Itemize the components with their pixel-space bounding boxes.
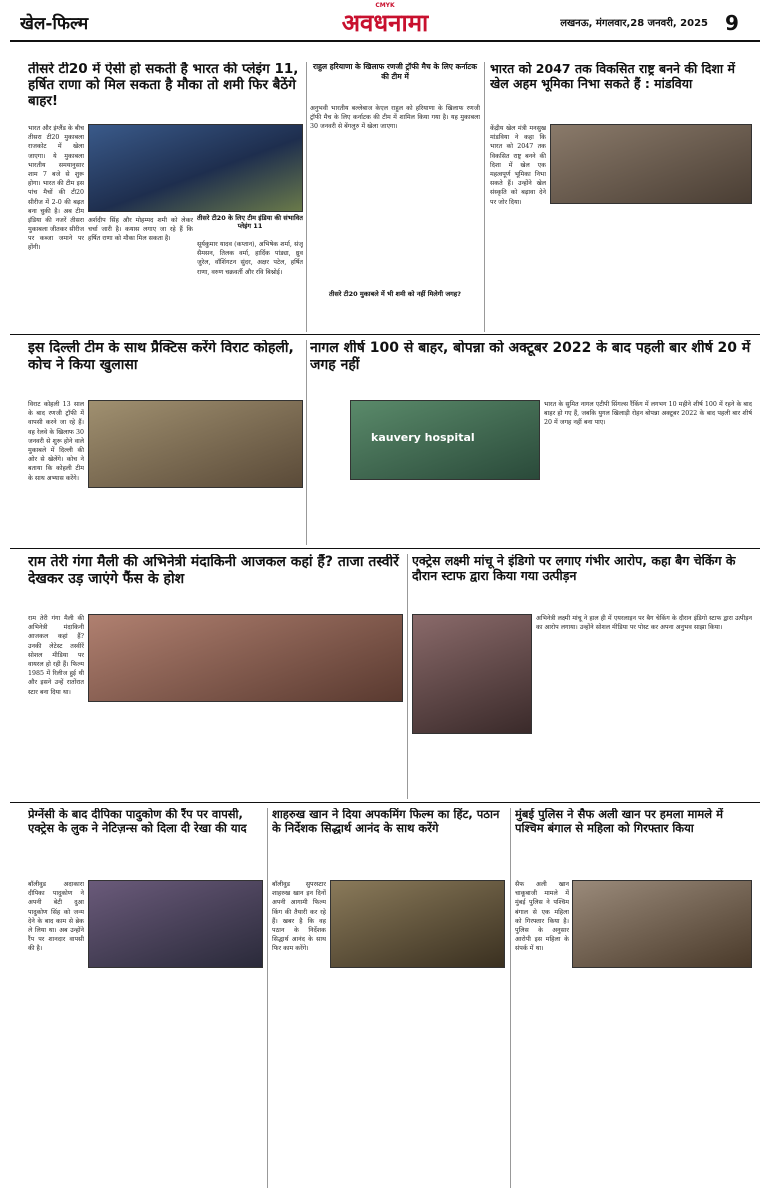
section-label: खेल-फिल्म: [20, 14, 89, 34]
col-divider-3: [306, 340, 307, 545]
col-divider-6: [510, 808, 511, 1188]
col-divider-2: [484, 62, 485, 332]
col-divider-1: [306, 62, 307, 332]
story2-body: अनुभवी भारतीय बल्लेबाज केएल राहुल को हरियाणा के खिलाफ रणजी ट्रॉफी मैच के लिए कर्नाटक की टीम में शामिल किया गया है। यह मुकाबला 30 जनवरी से बेंगलुरु में खेला जाएगा।: [310, 105, 480, 131]
story10-photo: [572, 880, 752, 968]
section-rule-2: [10, 548, 760, 549]
story9-photo: [330, 880, 505, 968]
dateline: लखनऊ, मंगलवार,28 जनवरी, 2025: [560, 18, 708, 29]
story6-photo: [88, 614, 403, 702]
story1-subhead-1: तीसरे टी20 मुकाबले में भी शमी को नहीं मिलेगी जगह?: [328, 290, 462, 298]
story5-photo: [350, 400, 540, 480]
story1-headline: तीसरे टी20 में ऐसी हो सकती है भारत की प्लेइंग 11, हर्षित राणा को मिल सकता है मौका तो शमी फिर बैठेंगे बाहर!: [28, 62, 299, 109]
story1-body-b: अर्शदीप सिंह और मोहम्मद शमी को लेकर चर्चा जारी है। कयास लगाए जा रहे हैं कि हर्षित राणा को मौका मिल सकता है।: [88, 217, 193, 243]
story1-body-a: भारत और इंग्लैंड के बीच तीसरा टी20 मुकाबला राजकोट में खेला जाएगा। ये मुकाबला भारतीय समयानुसार शाम 7 बजे से शुरू होगा। भारत की टीम इस पांच मैचों की टी20 सीरीज में 2-0 की बढ़त बना चुकी है। अब टीम इंडिया की नजरें तीसरा मुकाबला जीतकर सीरीज पर कब्जा जमाने पर होंगी।: [28, 125, 84, 252]
story8-body: बॉलीवुड अदाकारा दीपिका पादुकोण ने अपनी बेटी दुआ पादुकोण सिंह को जन्म देने के बाद काम से ब्रेक ले लिया था। अब उन्होंने रैंप पर शानदार वापसी की है।: [28, 881, 84, 953]
story4-headline: इस दिल्ली टीम के साथ प्रैक्टिस करेंगे विराट कोहली, कोच ने किया खुलासा: [28, 340, 294, 373]
story6-body: राम तेरी गंगा मैली की अभिनेत्री मंदाकिनी आजकल कहां हैं? उनकी लेटेस्ट तस्वीरें सोशल मीडिया पर वायरल हो रही हैं। फिल्म 1985 में रिलीज हुई थी और इसने उन्हें रातोंरात स्टार बना दिया था।: [28, 615, 84, 696]
story4-body: विराट कोहली 13 साल के बाद रणजी ट्रॉफी में वापसी करने जा रहे हैं। वह रेलवे के खिलाफ 30 जनवरी से शुरू होने वाले मुकाबले में दिल्ली की ओर से खेलेंगे। कोच ने बताया कि कोहली टीम के साथ अभ्यास करेंगे।: [28, 401, 84, 482]
story5-photo-banner: kauvery hospital: [371, 431, 475, 444]
story8-headline: प्रेग्नेंसी के बाद दीपिका पादुकोण की रैंप पर वापसी, एक्ट्रेस के लुक ने नेटिज़न्स को दिला दी रेखा की याद: [28, 808, 247, 835]
story1-body-c: सूर्यकुमार यादव (कप्तान), अभिषेक शर्मा, संजू सैमसन, तिलक वर्मा, हार्दिक पांड्या, ध्रुव जुरेल, वॉशिंगटन सुंदर, अक्षर पटेल, हर्षित राणा, वरुण चक्रवर्ती और रवि बिश्नोई।: [197, 241, 303, 276]
story7-body: अभिनेत्री लक्ष्मी मांचू ने हाल ही में एयरलाइन पर बैग चेकिंग के दौरान इंडिगो स्टाफ द्वारा उत्पीड़न का आरोप लगाया। उन्होंने सोशल मीडिया पर पोस्ट कर अपना अनुभव साझा किया।: [536, 615, 752, 632]
story7-photo: [412, 614, 532, 734]
story5-body: भारत के सुमित नागल एटीपी सिंगल्स रैंकिंग में लगभग 10 महीने शीर्ष 100 में रहने के बाद बाहर हो गए हैं, जबकि युगल खिलाड़ी रोहन बोपन्ना अक्टूबर 2022 के बाद पहली बार शीर्ष 20 में जगह नहीं बना पाए।: [544, 401, 752, 427]
logo-text: अवधनामा: [341, 9, 429, 37]
story9-headline: शाहरुख खान ने दिया अपकमिंग फिल्म का हिंट, पठान के निर्देशक सिद्धार्थ आनंद के साथ करेंगे: [272, 808, 500, 835]
story7-headline: एक्ट्रेस लक्ष्मी मांचू ने इंडिगो पर लगाए गंभीर आरोप, कहा बैग चेकिंग के दौरान स्टाफ द्वारा किया गया उत्पीड़न: [412, 554, 736, 583]
col-divider-5: [267, 808, 268, 1188]
story3-photo: [550, 124, 752, 204]
story1-photo: [88, 124, 303, 212]
story4-photo: [88, 400, 303, 488]
col-divider-4: [407, 554, 408, 799]
story6-headline: राम तेरी गंगा मैली की अभिनेत्री मंदाकिनी आजकल कहां हैं? ताजा तस्वीरें देखकर उड़ जाएंगे फैंस के होश: [28, 554, 399, 587]
cmyk-mark: CMYK: [375, 2, 395, 9]
story3-headline: भारत को 2047 तक विकसित राष्ट्र बनने की दिशा में खेल अहम भूमिका निभा सकते हैं : मांडविया: [490, 62, 735, 91]
story1-subhead-2: तीसरे टी20 के लिए टीम इंडिया की संभावित प्लेइंग 11: [197, 214, 303, 231]
story10-headline: मुंबई पुलिस ने सैफ अली खान पर हमला मामले में पश्चिम बंगाल से महिला को गिरफ्तार किया: [515, 808, 723, 835]
story3-body: केंद्रीय खेल मंत्री मनसुख मांडविया ने कहा कि भारत को 2047 तक विकसित राष्ट्र बनने की दिशा में खेल एक महत्वपूर्ण भूमिका निभा सकते हैं। उन्होंने खेल संस्कृति को बढ़ावा देने पर जोर दिया।: [490, 125, 546, 206]
masthead-rule: [10, 40, 760, 42]
story5-headline: नागल शीर्ष 100 से बाहर, बोपन्ना को अक्टूबर 2022 के बाद पहली बार शीर्ष 20 में जगह नहीं: [310, 340, 751, 373]
story8-photo: [88, 880, 263, 968]
story2-kicker: राहुल हरियाणा के खिलाफ रणजी ट्रॉफी मैच के लिए कर्नाटक की टीम में: [313, 62, 477, 81]
story9-body: बॉलीवुड सुपरस्टार शाहरुख खान इन दिनों अपनी आगामी फिल्म किंग की तैयारी कर रहे हैं। खबर है कि वह पठान के निर्देशक सिद्धार्थ आनंद के साथ फिर काम करेंगे।: [272, 881, 326, 953]
masthead-logo: [300, 6, 470, 40]
story10-body: सैफ अली खान चाकूबाजी मामले में मुंबई पुलिस ने पश्चिम बंगाल से एक महिला को गिरफ्तार किया है। पुलिस के अनुसार आरोपी इस महिला के संपर्क में था।: [515, 881, 569, 953]
section-rule-3: [10, 802, 760, 803]
page-number: 9: [725, 11, 739, 35]
section-rule-1: [10, 334, 760, 335]
